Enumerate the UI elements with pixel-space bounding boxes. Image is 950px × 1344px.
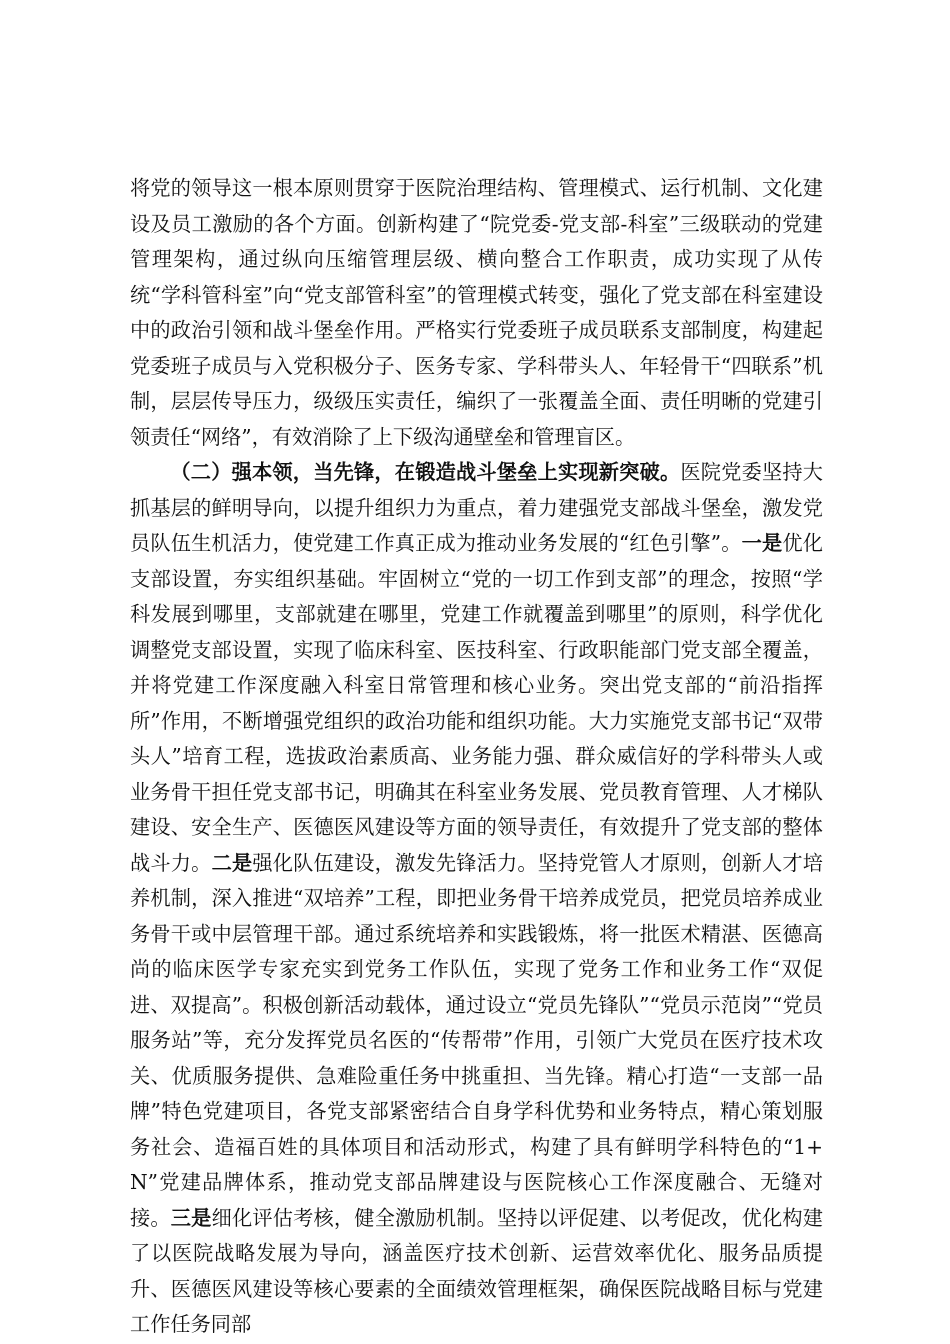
paragraph-section-2 xyxy=(130,455,823,1343)
section-2-heading: （二）强本领，当先锋，在锻造战斗堡垒上实现新突破。 xyxy=(170,460,681,484)
document-body xyxy=(130,171,823,1343)
point-2-text: 强化队伍建设，激发先锋活力。坚持党管人才原则，创新人才培养机制，深入推进“双培养”工程，即把业务骨干培养成党员，把党员培养成业务骨干或中层管理干部。通过系统培养和实践锻炼，将一批医术精湛、医德高尚的临床医学专家充实到党务工作队伍，实现了党务工作和业务工作“双促进、双提高”。积极创新活动载体，通过设立“党员先锋队”“党员示范岗”“党员服务站”等，充分发挥党员名医的“传帮带”作用，引领广大党员在医疗技术攻关、优质服务提供、急难险重任务中挑重担、当先锋。精心打造“一支部一品牌”特色党建项目，各党支部紧密结合自身学科优势和业务特点，精心策划服务社会、造福百姓的具体项目和活动形式，构建了具有鲜明学科特色的“1+N”党建品牌体系，推动党支部品牌建设与医院核心工作深度融合、无缝对接。 xyxy=(130,850,823,1230)
section-2-intro: 医院党委坚持大抓基层的鲜明导向，以提升组织力为重点，着力建强党支部战斗堡垒，激发党员队伍生机活力，使党建工作真正成为推动业务发展的“红色引擎”。 xyxy=(130,460,823,555)
point-1-text: 优化支部设置，夯实组织基础。牢固树立“党的一切工作到支部”的理念，按照“学科发展到哪里，支部就建在哪里，党建工作就覆盖到哪里”的原则，科学优化调整党支部设置，实现了临床科室、医技科室、行政职能部门党支部全覆盖，并将党建工作深度融入科室日常管理和核心业务。突出党支部的“前沿指挥所”作用，不断增强党组织的政治功能和组织功能。大力实施党支部书记“双带头人”培育工程，选拔政治素质高、业务能力强、群众威信好的学科带头人或业务骨干担任党支部书记，明确其在科室业务发展、党员教育管理、人才梯队建设、安全生产、医德医风建设等方面的领导责任，有效提升了党支部的整体战斗力。 xyxy=(130,531,823,875)
point-1-label: 一是 xyxy=(741,531,783,555)
point-3-label: 三是 xyxy=(170,1205,212,1230)
point-2-label: 二是 xyxy=(211,850,253,875)
paragraph-1-text: 将党的领导这一根本原则贯穿于医院治理结构、管理模式、运行机制、文化建设及员工激励的各个方面。创新构建了“院党委-党支部-科室”三级联动的党建管理架构，通过纵向压缩管理层级、横向整合工作职责，成功实现了从传统“学科管科室”向“党支部管科室”的管理模式转变，强化了党支部在科室建设中的政治引领和战斗堡垒作用。严格实行党委班子成员联系支部制度，构建起党委班子成员与入党积极分子、医务专家、学科带头人、年轻骨干“四联系”机制，层层传导压力，级级压实责任，编织了一张覆盖全面、责任明晰的党建引领责任“网络”，有效消除了上下级沟通壁垒和管理盲区。 xyxy=(130,176,823,449)
point-3-text: 细化评估考核，健全激励机制。坚持以评促建、以考促改，优化构建了以医院战略发展为导向，涵盖医疗技术创新、运营效率优化、服务品质提升、医德医风建设等核心要素的全面绩效管理框架，确保医院战略目标与党建工作任务同部 xyxy=(130,1205,823,1336)
paragraph-continuation xyxy=(130,171,823,455)
